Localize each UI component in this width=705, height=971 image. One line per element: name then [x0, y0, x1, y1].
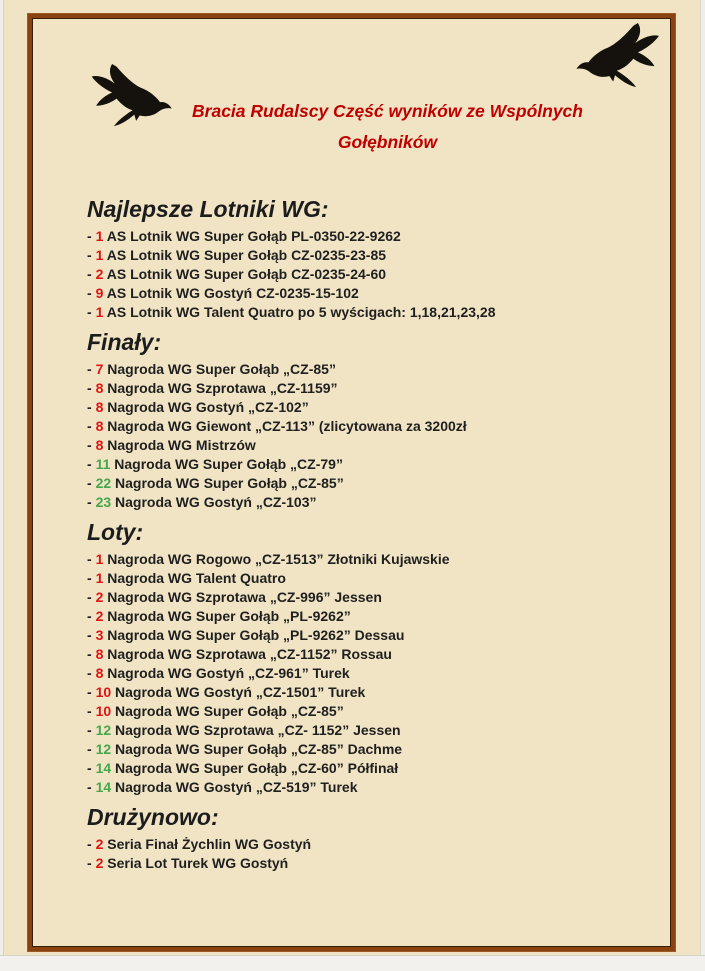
prize-number: 23	[95, 494, 112, 510]
item-text: Nagroda WG Gostyń „CZ-1501” Turek	[115, 684, 366, 700]
item-dash: -	[87, 589, 92, 605]
result-item	[87, 683, 657, 702]
prize-number: 9	[95, 285, 104, 301]
prize-number: 10	[95, 684, 112, 700]
item-text: Nagroda WG Super Gołąb „PL-9262”	[107, 608, 351, 624]
prize-number: 2	[95, 836, 104, 852]
item-text: AS Lotnik WG Super Gołąb CZ-0235-24-60	[106, 266, 387, 282]
prize-number: 1	[95, 570, 104, 586]
prize-number: 1	[95, 228, 104, 244]
result-item	[87, 398, 657, 417]
result-item	[87, 721, 657, 740]
item-dash: -	[87, 437, 92, 453]
item-dash: -	[87, 456, 92, 472]
result-item	[87, 702, 657, 721]
pigeon-icon-right	[572, 23, 669, 89]
section-najlepsze-lotniki	[87, 196, 657, 322]
prize-number: 7	[95, 361, 104, 377]
item-text: Nagroda WG Szprotawa „CZ-1159”	[107, 380, 338, 396]
result-item	[87, 626, 657, 645]
result-item	[87, 664, 657, 683]
prize-number: 8	[95, 646, 104, 662]
item-text: Seria Finał Żychlin WG Gostyń	[107, 836, 312, 852]
item-dash: -	[87, 741, 92, 757]
item-text: Nagroda WG Szprotawa „CZ-996” Jessen	[107, 589, 382, 605]
results-content	[87, 196, 657, 873]
section-heading-druzynowo: Drużynowo:	[87, 804, 219, 830]
item-text: AS Lotnik WG Super Gołąb PL-0350-22-9262	[106, 228, 401, 244]
prize-number: 8	[95, 665, 104, 681]
item-dash: -	[87, 627, 92, 643]
result-item	[87, 265, 657, 284]
item-text: AS Lotnik WG Super Gołąb CZ-0235-23-85	[106, 247, 387, 263]
item-text: Nagroda WG Mistrzów	[107, 437, 256, 453]
prize-number: 8	[95, 399, 104, 415]
item-dash: -	[87, 266, 92, 282]
result-item	[87, 569, 657, 588]
item-text: Nagroda WG Super Gołąb „PL-9262” Dessau	[107, 627, 405, 643]
item-text: Nagroda WG Gostyń „CZ-519” Turek	[115, 779, 358, 795]
prize-number: 12	[95, 722, 112, 738]
result-item	[87, 740, 657, 759]
page-title-line1: Bracia Rudalscy Część wyników ze Wspólnych	[192, 101, 583, 121]
item-dash: -	[87, 304, 92, 320]
item-dash: -	[87, 285, 92, 301]
page-title-line2: Gołębników	[337, 132, 438, 152]
item-dash: -	[87, 418, 92, 434]
page-title	[105, 96, 670, 158]
prize-number: 2	[95, 855, 104, 871]
prize-number: 2	[95, 266, 104, 282]
item-text: Nagroda WG Talent Quatro	[107, 570, 286, 586]
item-dash: -	[87, 399, 92, 415]
item-text: Nagroda WG Gostyń „CZ-103”	[115, 494, 317, 510]
result-item	[87, 493, 657, 512]
item-dash: -	[87, 570, 92, 586]
section-loty	[87, 519, 657, 797]
result-item	[87, 303, 657, 322]
item-dash: -	[87, 779, 92, 795]
item-dash: -	[87, 608, 92, 624]
prize-number: 1	[95, 247, 104, 263]
result-item	[87, 607, 657, 626]
result-item	[87, 550, 657, 569]
prize-number: 2	[95, 608, 104, 624]
result-item	[87, 227, 657, 246]
result-item	[87, 588, 657, 607]
item-dash: -	[87, 475, 92, 491]
item-dash: -	[87, 551, 92, 567]
item-dash: -	[87, 380, 92, 396]
right-margin-strip	[700, 0, 705, 971]
result-item	[87, 645, 657, 664]
prize-number: 8	[95, 418, 104, 434]
result-item	[87, 474, 657, 493]
item-text: Nagroda WG Super Gołąb „CZ-60” Półfinał	[115, 760, 399, 776]
item-dash: -	[87, 228, 92, 244]
item-text: Seria Lot Turek WG Gostyń	[107, 855, 289, 871]
item-dash: -	[87, 760, 92, 776]
item-text: Nagroda WG Super Gołąb „CZ-79”	[114, 456, 343, 472]
item-text: Nagroda WG Super Gołąb „CZ-85”	[107, 361, 336, 377]
result-item	[87, 436, 657, 455]
item-dash: -	[87, 361, 92, 377]
item-text: Nagroda WG Szprotawa „CZ-1152” Rossau	[107, 646, 392, 662]
section-heading-najlepsze-lotniki: Najlepsze Lotniki WG:	[87, 196, 329, 222]
item-text: Nagroda WG Super Gołąb „CZ-85”	[115, 703, 344, 719]
item-text: Nagroda WG Super Gołąb „CZ-85”	[115, 475, 344, 491]
prize-number: 14	[95, 760, 112, 776]
result-item	[87, 455, 657, 474]
prize-number: 22	[95, 475, 112, 491]
left-margin-strip	[0, 0, 4, 971]
item-text: Nagroda WG Szprotawa „CZ- 1152” Jessen	[115, 722, 401, 738]
bottom-margin-strip	[0, 955, 705, 971]
item-dash: -	[87, 703, 92, 719]
item-dash: -	[87, 494, 92, 510]
item-text: Nagroda WG Gostyń „CZ-961” Turek	[107, 665, 350, 681]
result-item	[87, 854, 657, 873]
item-text: Nagroda WG Rogowo „CZ-1513” Złotniki Kujawskie	[107, 551, 450, 567]
prize-number: 8	[95, 380, 104, 396]
prize-number: 3	[95, 627, 104, 643]
prize-number: 2	[95, 589, 104, 605]
item-dash: -	[87, 247, 92, 263]
prize-number: 1	[95, 304, 104, 320]
result-item	[87, 246, 657, 265]
prize-number: 12	[95, 741, 112, 757]
prize-number: 1	[95, 551, 104, 567]
prize-number: 8	[95, 437, 104, 453]
section-finaly	[87, 329, 657, 512]
item-text: Nagroda WG Giewont „CZ-113” (zlicytowana za 3200zł	[107, 418, 467, 434]
item-dash: -	[87, 646, 92, 662]
item-text: AS Lotnik WG Talent Quatro po 5 wyścigach: 1,18,21,23,28	[106, 304, 496, 320]
section-druzynowo	[87, 804, 657, 873]
result-item	[87, 360, 657, 379]
result-item	[87, 759, 657, 778]
section-heading-loty: Loty:	[87, 519, 144, 545]
prize-number: 11	[95, 456, 111, 472]
item-dash: -	[87, 665, 92, 681]
result-item	[87, 835, 657, 854]
result-item	[87, 379, 657, 398]
item-dash: -	[87, 722, 92, 738]
prize-number: 14	[95, 779, 112, 795]
item-text: Nagroda WG Gostyń „CZ-102”	[107, 399, 309, 415]
result-item	[87, 778, 657, 797]
item-text: AS Lotnik WG Gostyń CZ-0235-15-102	[106, 285, 359, 301]
prize-number: 10	[95, 703, 112, 719]
item-dash: -	[87, 684, 92, 700]
item-dash: -	[87, 836, 92, 852]
item-dash: -	[87, 855, 92, 871]
item-text: Nagroda WG Super Gołąb „CZ-85” Dachme	[115, 741, 403, 757]
section-heading-finaly: Finały:	[87, 329, 162, 355]
result-item	[87, 417, 657, 436]
result-item	[87, 284, 657, 303]
